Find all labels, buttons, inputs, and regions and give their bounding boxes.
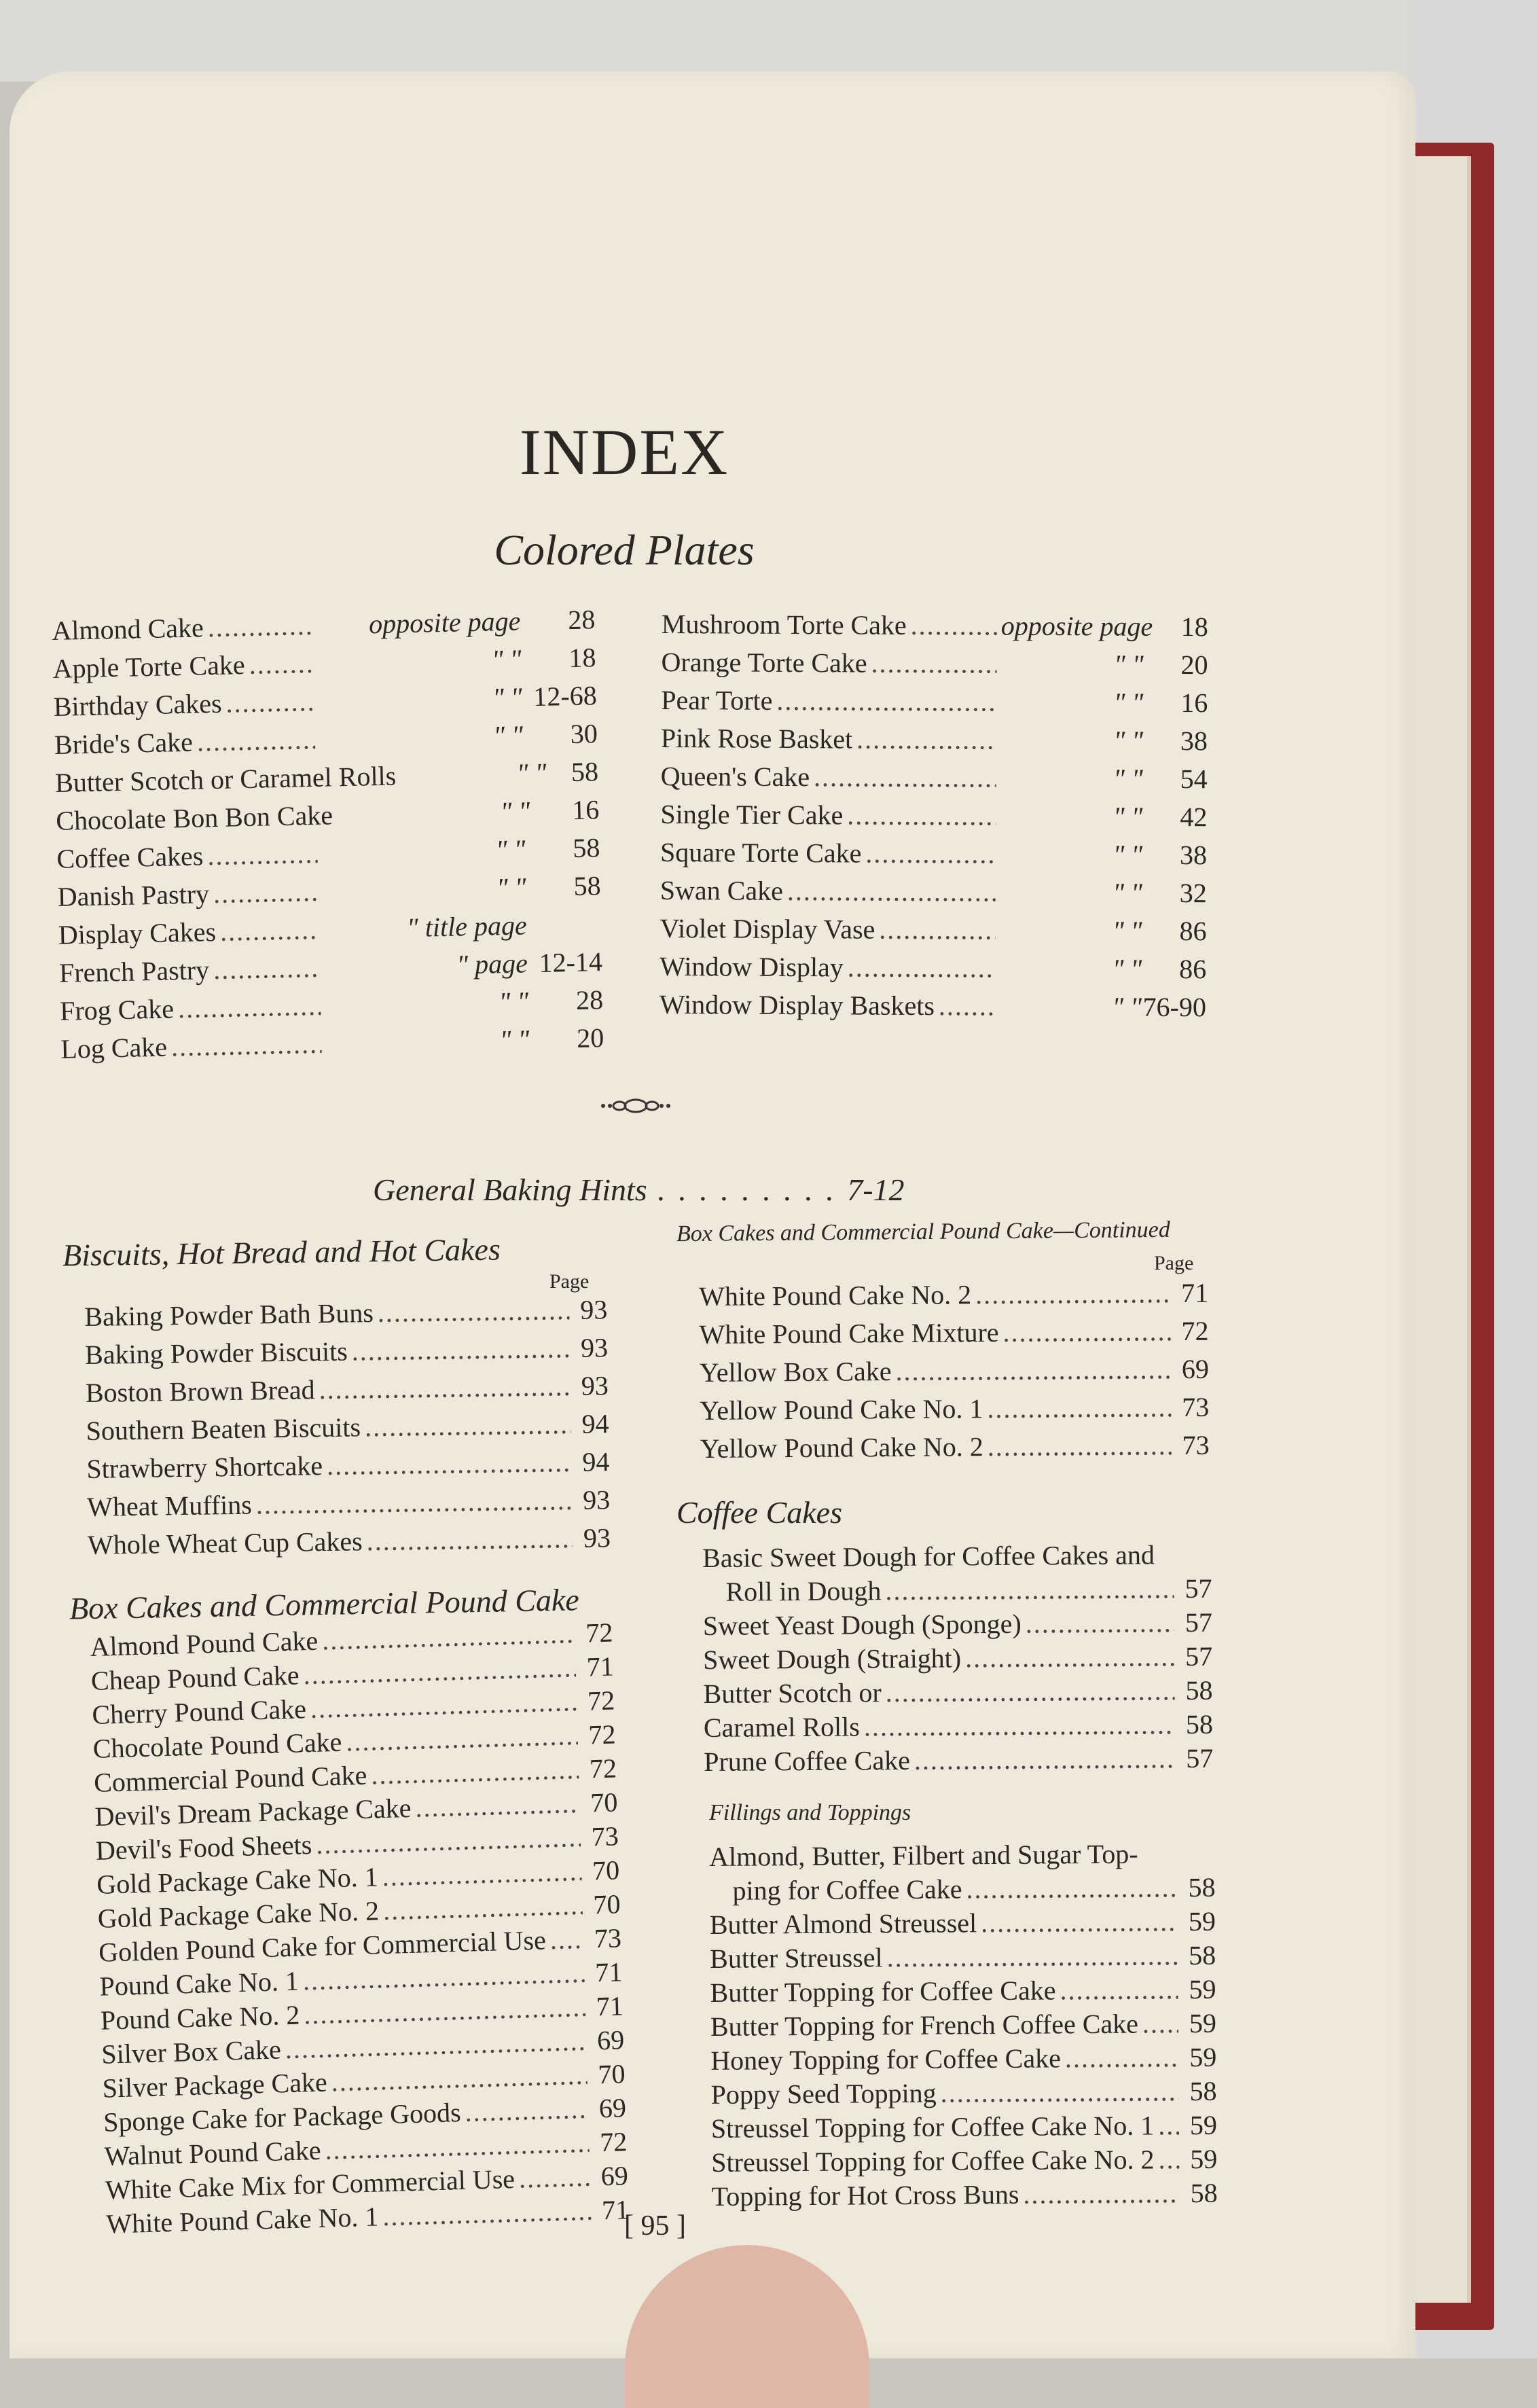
plate-ref: " " [1112,953,1142,984]
plate-page: 12-14 [539,946,603,979]
item-page: 59 [1189,1973,1216,2005]
plate-page: 16 [1180,687,1208,719]
entry-first-line: Basic Sweet Dough for Coffee Cakes and [702,1539,1155,1573]
leader-dots [177,990,321,1024]
biscuits-list [84,1293,611,1567]
plate-page: 20 [1180,649,1208,681]
box-cakes-continued-list [699,1277,1210,1471]
item-page: 72 [585,1617,613,1649]
item-page: 71 [596,1990,624,2022]
leader-dots [365,1408,571,1443]
item-name: Cherry Pound Cake [91,1693,307,1730]
item-page: 73 [1182,1391,1210,1423]
plate-ref: " " [1113,763,1143,794]
leader-dots [848,951,996,984]
leader-dots [331,2059,587,2098]
plate-page: 58 [573,870,601,901]
item-page: 58 [1189,2075,1217,2107]
plate-page: 16 [571,794,600,826]
item-page: 70 [592,1854,620,1886]
leader-dots [327,1446,572,1481]
item-page: 59 [1189,2109,1218,2141]
leader-dots [415,1787,580,1824]
item-name: Gold Package Cake No. 2 [97,1895,380,1934]
item-name: Sponge Cake for Package Goods [103,2097,462,2138]
plate-ref: " " [1113,725,1144,756]
list-item [88,1522,611,1567]
plate-page: 38 [1180,725,1208,757]
leader-dots [987,1391,1171,1424]
item-page: 73 [1182,1429,1210,1461]
item-page: 73 [594,1922,622,1954]
leader-dots [1065,2041,1179,2074]
leader-dots [879,914,995,946]
plate-ref: " " [1113,839,1143,870]
item-page: 73 [591,1820,619,1852]
plate-page: 28 [567,604,596,636]
item-name: White Pound Cake Mixture [699,1316,999,1350]
leader-dots [518,2161,590,2195]
leader-dots [382,1855,582,1892]
item-name: Walnut Pound Cake [103,2134,322,2172]
item-name: Devil's Food Sheets [95,1829,312,1866]
list-item [703,1640,1212,1678]
plate-page: 28 [575,984,604,1016]
item-name: Cheap Pound Cake [90,1659,300,1696]
item-name: Sweet Dough (Straight) [703,1642,962,1675]
plate-page: 42 [1180,802,1208,833]
item-page: 71 [601,2194,630,2226]
plate-page: 58 [572,832,600,863]
list-item [704,1708,1213,1746]
leader-dots [303,1651,577,1691]
general-baking-hints: General Baking Hints . . . . . . . . . 7-12 [373,1172,905,1207]
plate-page: 18 [568,642,596,674]
item-page: 69 [600,2160,629,2192]
plate-page: 18 [1180,611,1208,643]
plate-ref: opposite page [1000,610,1153,642]
leader-dots [886,1939,1178,1973]
plate-name: Butter Scotch or Caramel Rolls [54,760,397,798]
entry-continuation [702,1573,1212,1610]
item-name: Yellow Pound Cake No. 1 [700,1393,983,1426]
item-name: Gold Package Cake No. 1 [96,1861,379,1900]
plate-page: 76-90 [1142,991,1207,1023]
leader-dots [400,759,401,791]
leader-dots [787,875,996,908]
item-page: 71 [1180,1277,1209,1309]
item-name: Pound Cake No. 1 [98,1965,300,2002]
item-name: Silver Package Cake [102,2066,328,2104]
item-page: 93 [581,1370,609,1401]
item-name: Butter Scotch or [703,1677,882,1709]
list-item [699,1315,1208,1356]
plate-name: Danish Pastry [57,878,210,912]
leader-dots [371,1753,579,1791]
plate-ref: " " [492,719,524,751]
leader-dots [207,838,318,871]
plate-name: Display Cakes [58,916,217,950]
item-name: Butter Streussel [710,1942,883,1974]
item-page: 93 [580,1332,609,1363]
list-item [710,2041,1216,2079]
plate-row [660,798,1207,839]
leader-dots [255,1484,572,1520]
plate-ref: " " [496,871,527,903]
plate-name: Almond Cake [52,612,204,646]
plate-ref: " " [492,681,523,713]
plate-ref: " " [1112,915,1142,946]
plate-name: Bride's Cake [54,726,194,760]
leader-dots [346,1719,579,1758]
box-cakes-continued-heading: Box Cakes and Commercial Pound Cake—Continued [676,1217,1170,1247]
item-name: Yellow Pound Cake No. 2 [700,1431,983,1464]
plate-page: 86 [1179,953,1207,985]
leader-dots [378,1294,570,1329]
fillings-heading: Fillings and Toppings [709,1800,911,1825]
leader-dots [1158,2143,1179,2175]
leader-dots [213,876,319,910]
leader-dots [366,1522,573,1557]
leader-dots [939,990,995,1022]
item-name: Prune Coffee Cake [704,1744,911,1777]
item-page: 58 [1190,2177,1218,2209]
leader-dots [871,647,996,680]
colored-plates-left-column [52,603,604,1071]
leader-dots [321,1617,575,1656]
list-item [710,1905,1216,1943]
divider-ornament-icon [595,1096,676,1116]
box-cakes-heading: Box Cakes and Commercial Pound Cake [69,1582,580,1626]
leader-dots [465,2093,589,2128]
leader-dots [1026,1606,1174,1640]
plate-ref: opposite page [368,605,521,640]
leader-dots [310,1685,577,1725]
item-page: 59 [1190,2143,1218,2175]
plate-row [661,722,1208,763]
item-page: 57 [1186,1742,1214,1774]
item-page: 71 [586,1651,615,1683]
leader-dots [1060,1973,1178,2006]
item-page: 94 [581,1408,609,1439]
item-name: Golden Pound Cake for Commercial Use [98,1924,547,1968]
biscuits-heading: Biscuits, Hot Bread and Hot Cakes [62,1232,501,1273]
plate-name: Apple Torte Cake [52,649,246,684]
entry-first-line: Almond, Butter, Filbert and Sugar Top- [709,1838,1138,1872]
leader-dots [776,685,996,718]
plate-name: Mushroom Torte Cake [661,609,907,641]
index-title: INDEX [519,416,729,488]
leader-dots [213,952,321,986]
list-item [700,1391,1209,1433]
item-name: Baking Powder Biscuits [84,1335,348,1370]
plate-page: 38 [1179,840,1208,871]
leader-dots [1002,1315,1170,1348]
item-page: 58 [1185,1674,1213,1706]
item-name: Commercial Pound Cake [93,1759,367,1798]
plate-row [660,874,1207,915]
plate-row [661,684,1208,725]
plate-ref: " " [516,757,547,789]
item-name: White Pound Cake No. 1 [105,2201,379,2240]
plate-name: Birthday Cakes [53,687,222,722]
biscuits-page-header: Page [549,1270,590,1293]
plate-name: Queen's Cake [660,760,810,793]
leader-dots [1023,2177,1180,2210]
plate-ref: " " [495,833,526,865]
plate-ref: " " [1113,801,1143,832]
item-page: 72 [1181,1315,1209,1347]
plate-row [659,988,1206,1029]
leader-dots [814,761,996,793]
plate-ref: " " [499,1024,530,1056]
entry-cont-name: ping for Coffee Cake [732,1873,962,1906]
plate-name: Log Cake [60,1031,168,1064]
item-page: 72 [589,1753,617,1784]
plate-name: Pear Torte [661,684,773,716]
item-page: 93 [579,1294,608,1325]
plate-page: 12-68 [532,680,598,713]
leader-dots [336,799,337,831]
plate-name: Square Torte Cake [659,836,862,869]
item-page: 58 [1185,1708,1214,1740]
leader-dots [885,1573,1174,1606]
item-name: Yellow Box Cake [699,1356,892,1388]
list-item [704,1742,1213,1780]
leader-dots [940,2075,1178,2108]
item-name: White Cake Mix for Commercial Use [105,2163,516,2206]
item-name: Pound Cake No. 2 [100,1999,300,2036]
item-page: 57 [1185,1606,1213,1638]
entry-cont-name: Roll in Dough [725,1575,882,1607]
plate-row [661,646,1208,687]
leader-dots [220,914,320,948]
leader-dots [895,1353,1171,1387]
leader-dots [549,1923,584,1956]
plate-ref: " " [1113,649,1144,680]
item-name: Silver Box Cake [101,2034,282,2070]
item-page: 70 [590,1786,618,1818]
plate-page [527,933,602,934]
leader-dots [856,723,996,756]
list-item [699,1277,1208,1318]
item-name: Southern Beaten Biscuits [86,1412,361,1446]
item-name: Almond Pound Cake [90,1625,319,1662]
plate-row [662,608,1208,649]
plate-page: 30 [570,718,598,750]
coffee-cakes-list [702,1539,1213,1780]
plate-name: Window Display [659,950,844,983]
item-name: Streussel Topping for Coffee Cake No. 1 [710,2110,1155,2144]
item-name: Honey Topping for Coffee Cake [710,2043,1062,2076]
list-item [711,2143,1217,2180]
leader-dots [847,799,996,831]
plate-name: Window Display Baskets [659,988,935,1022]
list-item [703,1606,1212,1644]
plate-row [661,760,1208,801]
coffee-cakes-heading: Coffee Cakes [676,1495,842,1530]
entry-page: 58 [1188,1871,1216,1903]
item-page: 69 [596,2024,625,2056]
list-item [710,2007,1216,2045]
plate-name: Chocolate Bon Bon Cake [55,799,333,836]
plate-row [659,950,1206,991]
item-name: Sweet Yeast Dough (Sponge) [702,1608,1021,1641]
item-page: 93 [583,1522,611,1553]
leader-dots [865,838,996,870]
item-page: 57 [1185,1640,1213,1672]
item-page: 93 [582,1484,611,1515]
leader-dots [207,609,313,643]
item-name: Butter Topping for Coffee Cake [710,1975,1056,2008]
plate-ref: " " [499,986,529,1018]
item-name: Butter Almond Streussel [709,1907,977,1940]
plate-name: French Pastry [58,954,210,988]
plate-name: Coffee Cakes [56,840,204,874]
plate-name: Violet Display Vase [659,912,875,945]
leader-dots [196,723,315,758]
leader-dots [975,1277,1170,1310]
leader-dots [864,1708,1175,1742]
plate-row [659,912,1206,953]
list-item [710,2075,1216,2113]
colored-plates-right-column [659,608,1208,1029]
plate-ref: " " [491,643,522,675]
list-item [710,1973,1216,2011]
leader-dots [170,1028,321,1063]
leader-dots [1142,2007,1178,2039]
item-page: 72 [587,1685,615,1717]
plate-name: Single Tier Cake [660,798,844,831]
leader-dots [316,1821,581,1861]
item-name: White Pound Cake No. 2 [699,1279,972,1312]
item-name: Boston Brown Bread [85,1374,315,1408]
list-item [700,1429,1210,1471]
item-name: Wheat Muffins [86,1489,253,1522]
list-item [710,1939,1216,1977]
leader-dots [225,685,314,719]
item-name: Caramel Rolls [703,1711,861,1743]
plate-name: Orange Torte Cake [661,646,867,679]
leader-dots [382,1889,583,1926]
item-name: Strawberry Shortcake [86,1450,323,1484]
book-page [10,71,1415,2358]
entry-page: 57 [1185,1573,1212,1604]
item-page: 69 [598,2092,627,2124]
list-item [700,1353,1209,1395]
item-page: 58 [1189,1939,1216,1971]
leader-dots [966,1871,1177,1905]
list-item [703,1674,1212,1712]
item-page: 70 [597,2058,626,2090]
item-name: Streussel Topping for Coffee Cake No. 2 [711,2144,1155,2178]
plate-ref: " page [456,948,528,980]
leader-dots [249,647,314,681]
item-page: 69 [1181,1353,1210,1385]
box-cakes-list [90,1617,630,2242]
item-name: Devil's Dream Package Cake [94,1792,412,1832]
plate-name: Swan Cake [659,874,784,906]
item-name: Whole Wheat Cup Cakes [87,1526,363,1560]
background-top [0,0,1537,82]
item-name: Chocolate Pound Cake [92,1726,342,1764]
leader-dots [981,1905,1178,1939]
leader-dots [382,2195,592,2233]
item-name: Poppy Seed Topping [710,2077,937,2110]
plate-name: Frog Cake [59,993,175,1026]
leader-dots [911,609,997,642]
general-baking-hints-label: General Baking Hints [373,1172,647,1207]
plate-name: Pink Rose Basket [660,722,853,755]
item-page: 59 [1189,2007,1217,2039]
leader-dots [351,1332,570,1367]
leader-dots [988,1429,1172,1462]
plate-page: 32 [1179,878,1207,909]
item-name: Butter Topping for French Coffee Cake [710,2008,1139,2042]
item-page: 59 [1189,2041,1217,2073]
leader-dots [965,1640,1174,1674]
item-page: 72 [587,1719,617,1750]
item-name: Topping for Hot Cross Buns [711,2178,1019,2212]
plate-ref: " " [500,795,530,827]
plate-ref: " " [1113,877,1142,908]
item-page: 70 [592,1888,621,1920]
list-item [711,2109,1217,2146]
item-page: 94 [582,1446,610,1477]
plate-ref: " " [1113,687,1144,718]
leader-dots [1158,2109,1179,2141]
general-baking-hints-pages: 7-12 [847,1172,905,1207]
plate-ref: " title page [406,910,528,944]
plate-row [660,836,1207,877]
item-name: Baking Powder Bath Buns [84,1297,374,1332]
leader-dots [914,1742,1176,1776]
leader-dots [319,1370,571,1405]
plate-page: 86 [1179,915,1207,947]
plate-page: 20 [576,1022,604,1054]
entry-continuation [709,1871,1215,1909]
plate-page: 58 [571,756,599,788]
item-page: 71 [594,1956,623,1988]
leader-dots [886,1674,1175,1708]
fillings-list [709,1837,1218,2214]
item-page: 59 [1188,1905,1216,1937]
item-page: 72 [599,2126,628,2158]
box-cakes-continued-page-header: Page [1154,1252,1194,1274]
page-number: [ 95 ] [624,2210,686,2242]
list-item [711,2177,1217,2214]
plate-ref: " " [1112,991,1142,1022]
colored-plates-title: Colored Plates [494,526,755,574]
plate-page: 54 [1180,763,1208,795]
leader-dots [325,2127,590,2166]
